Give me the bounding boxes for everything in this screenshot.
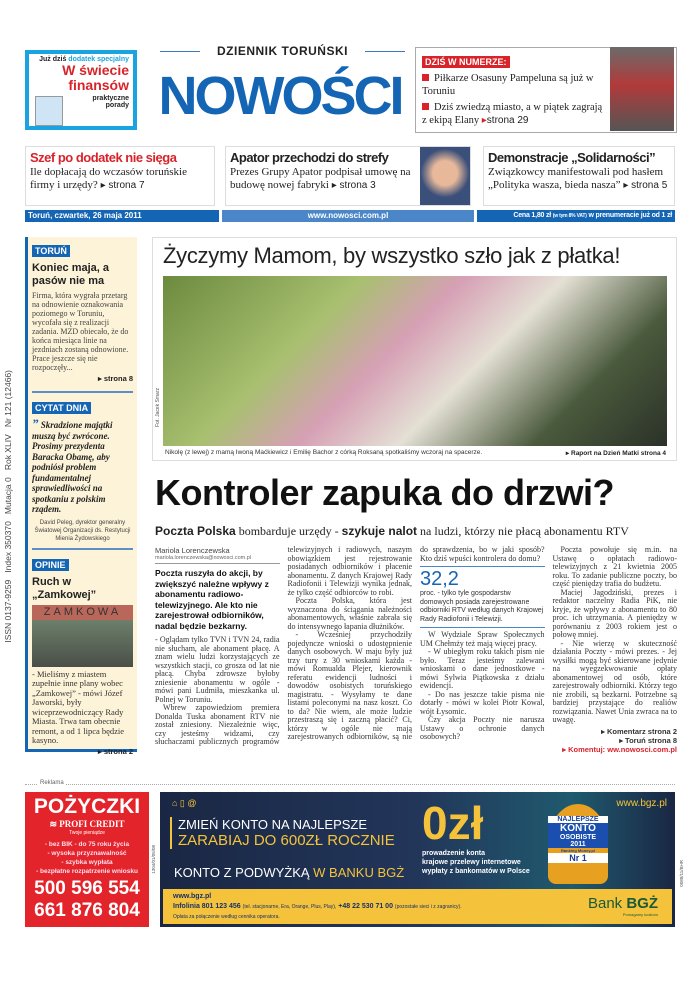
page-ref: strona 8 [103,374,133,383]
loan-phone[interactable]: 500 596 554 [34,878,140,899]
in-issue-item[interactable]: Piłkarze Osasuny Pampeluna są już w Toruniu [422,73,594,97]
page-ref: strona 29 [486,114,529,126]
brief-title[interactable]: Ruch w „Zamkowej” [32,575,97,601]
section-tag: OPINIE [32,559,69,571]
promo-sub: praktyczne [92,95,129,102]
bullet-icon [422,103,429,110]
author-name: Mariola Lorenczewska [155,546,230,555]
in-this-issue-label: DZIŚ W NUMERZE: [422,56,510,68]
quote-author: David Peleg, dyrektor generalny Światowej Organizacji ds. Restytucji Mienia Żydowskiego [34,519,131,542]
article-paragraph: Wbrew zapowiedziom premiera Donalda Tuska abonament RTV nie został zniesiony. Niezależnie więc, czy jesteśmy widzami, czy słuchaczami publicznych programów telewizyjnych i radiowych, naszym obowiązkiem jest rejestrowanie posiadanych odbiorników i płacenie abonamentu. Z danych Krajowej Rady Radiofonii i Telewizji wynika jednak, że tylko część odbiorców to robi. [155,545,412,746]
promo-title: W świecie [62,62,129,78]
loan-slogan: Twoje pieniądze [69,830,105,836]
football-players-photo [610,47,674,131]
headline[interactable]: Kontroler zapuka do drzwi? [155,472,615,513]
bullet-icon [422,74,429,81]
teaser[interactable]: Szef po dodatek nie sięga Ile dopłacają do wczasów toruńskie firmy i urzędy? ▸ strona 7 [25,146,215,206]
divider [32,391,133,393]
brief-text: - Mieliśmy z miastem zupełnie inne plany wobec „Zamkowej” - mówi Józef Jaworski, były wiceprzewodniczący Rady Miasta. Trwa tam obecnie remont, a od 1 lipca będzie kasyno. [32,668,125,745]
stat-box [420,566,545,628]
stat-value: 32,2 [420,568,459,590]
masthead-subtitle: DZIENNIK TORUŃSKI [160,44,405,58]
zamkowa-photo [32,605,133,667]
ad-divider [25,784,675,785]
profi-credit-logo: ≋ PROFI CREDIT [49,819,125,829]
page-ref[interactable]: strona 2 [103,746,133,756]
article-paragraph: Maciej Jagodziński, prezes i redaktor naczelny Radia PiK, nie kryje, że wpływy z abonamentu to 80 proc. ich utrzymania. A pieniędzy w porównaniu z 2003 rokiem jest o połowę mniej. [552,587,677,639]
photo-credit: Fot. Jacek Smarz [155,388,161,427]
apator-ceo-photo [420,147,470,205]
article-paragraph: Poczta powołuje się m.in. na Ustawę o opłatach radiowo-telewizyjnych z 21 kwietnia 2005 roku. To zadanie publiczne poczty, bo część pieniędzy trafia do budżetu. [552,545,677,588]
article-paragraph: W Wydziale Spraw Społecznych UM Chełmży też mają więcej pracy. [420,630,545,648]
bgz-bank-ad[interactable] [160,792,675,927]
teaser-text: Prezes Grupy Apator podpisał umowę na budowę nowej fabryki [230,166,411,191]
promo-supplement[interactable] [25,50,137,130]
bank-info-bar: www.bgz.pl Infolinia 801 123 456 (tel. stacjonarne, Era, Orange, Plus, Play), +48 22 530 71 00 (pozostałe sieci i z zagranicy). Opłata za połączenie według cennika operatora. Bank BGŻ Pomagamy ludziom [163,889,672,924]
teaser-title: Apator przechodzi do strefy [230,150,389,165]
in-this-issue [415,47,677,133]
promo-lead: Już dziś [39,56,67,63]
article-paragraph: - W ubiegłym roku takich pism nie było. Teraz jesteśmy zalewani wnioskami o dane jednostkowe - mówi Sylwia Piątkowska z działu ewidencji. [420,647,545,690]
quote-icon: ” [32,416,39,431]
teaser-title: Demonstracje „Solidarności” [488,150,656,165]
price-info: Cena 1,80 zł (w tym 8% VAT) w prenumeracie już od 1 zł [477,210,675,222]
promo-title: finansów [68,77,129,93]
bank-ad-line: KONTO Z PODWYŻKĄ W BANKU BGŻ [174,865,405,880]
bank-bgz-logo: Bank BGŻ Pomagamy ludziom [587,895,658,917]
article-paragraph: - Wcześniej przychodziły pojedyncze wnioski o udostępnienie danych osobowych. W maju były już trzy tury z 30 wnioskami każda - mówi Romualda Plejer, kierownik referatu ewidencji ludności i dowodów osobistych toruńskiego magistratu. - Wysyłamy te dane listami poleconymi na nasz koszt. Co to da? Nie wiem, ale może ludzie przestraszą się i zaczną płacić? Ci, którzy w ogóle nie mają zarejestrowanych odbiorników, są nie do sprawdzenia, bo w jaki sposób? Kto dziś wpuści kontrolera do domu? [287,545,545,741]
article-body [155,546,677,754]
teaser-text: Ile dopłacają do wczasów toruńskie firmy i urzędy? [30,166,187,191]
mothers-children-photo [163,276,667,446]
loan-phone[interactable]: 661 876 804 [34,900,140,921]
subheadline: Poczta Polska bombarduje urzędy - szykuje nalot na ludzi, którzy nie płacą abonamentu RTV [155,524,629,538]
page-ref[interactable]: ▸ Toruń strona 8 [619,735,677,745]
page-ref: strona 5 [631,180,668,191]
promo-sub: porady [105,102,129,109]
teaser-text: Związkowcy manifestowali pod hasłem „Polityka wasza, bieda nasza” [488,166,664,191]
supplement-cover-image [35,96,63,126]
loan-ad-title: POŻYCZKI [33,795,141,818]
issue-date: Toruń, czwartek, 26 maja 2011 [25,210,219,222]
website-link[interactable]: www.nowosci.com.pl [222,210,474,222]
zero-fee: 0zł [422,797,484,849]
brief-title[interactable]: Koniec maja, a pasów nie ma [32,262,110,287]
ad-code: 0088/11/BHR [679,860,684,887]
loan-ad[interactable]: POŻYCZKI ≋ PROFI CREDIT Twoje pieniądze - bez BIK - do 75 roku życia - wysoka przyznawalność - szybka wypłata - bezpłatne rozpatrzenie wniosku 500 596 554 661 876 804 [25,792,149,927]
article-paragraph: Poczta Polska, która jest wyznaczona do ściągania należności abonamentowych, właśnie zabrała się do intensywnego łapania dłużników. [287,596,412,631]
left-column: TORUŃ Koniec maja, a pasów nie ma Firma, która wygrała przetarg na odnowienie oznakowania poziomego w Toruniu, wycofała się z realizacji zadania. MZD obiecało, że do końca miesiąca linie na jezdniach zostaną odnowione. Prace jeszcze się nie rozpoczęły... ▸ strona 8 CYTAT DNIA ” Skradzione majątki muszą być zwrócone. Prosimy prezydenta Baracka Obamę, aby podniósł problem fundamentalnej sprawiedliwości na spotkaniu z polskim rządem. David Peleg, dyrektor generalny Światowej Organizacji ds. Restytucji Mienia Żydowskiego OPINIE Ruch w „Zamkowej” ZAMKOWA - Mieliśmy z miastem zupełnie inne plany wobec „Zamkowej” - mówi Józef Jaworski, były wiceprzewodniczący Rady Miasta. Trwa tam obecnie remont, a od 1 lipca będzie kasyno. ▸ strona 2 [25,237,137,752]
zamkowa-sign: ZAMKOWA [43,605,122,618]
photo-title: Życzymy Mamom, by wszystko szło jak z płatka! [163,243,621,268]
photo-caption: Nikolę (z lewej) z mamą Iwoną Maćkiewicz i Emilię Bachor z córką Roksaną spotkaliśmy wczoraj na spacerze. [165,449,483,456]
author-email[interactable]: mariola.lorenczewska@nowosci.com.pl [155,555,280,564]
section-tag: CYTAT DNIA [32,402,91,414]
teaser[interactable]: Apator przechodzi do strefy Prezes Grupy Apator podpisał umowę na budowę nowej fabryki ▸ strona 3 [225,146,471,206]
bank-ad-line: ZMIEŃ KONTO NA NAJLEPSZE [178,817,368,832]
ad-label: Reklama [40,780,64,786]
main-photo-box [152,237,677,461]
comment-link[interactable]: ▸ Komentuj: ww.nowosci.com.pl [562,744,677,754]
teaser-title: Szef po dodatek nie sięga [30,150,177,165]
in-issue-item[interactable]: Dziś zwiedzą miasto, a w piątek zagrają z ekipą Elany ▸strona 29 [422,102,603,126]
best-account-badge: NAJLEPSZE KONTO OSOBISTE 2011 Ranking Money.pl Nr 1 [548,804,608,884]
section-tag: TORUŃ [32,245,70,257]
article-lead: Poczta ruszyła do akcji, by zwiększyć należne wpływy z abonamentu radiowo-telewizyjnego. Ale kto nie zarejestrował odbiorników, nadal będzie bezkarny. [155,568,269,631]
quote-text: Skradzione majątki muszą być zwrócone. Prosimy prezydenta Baracka Obamę, aby podniósł problem fundamentalnej sprawiedliwości na spotkaniu z polskim rządem. [32,420,113,514]
article-paragraph: Czy akcja Poczty nie narusza Ustawy o ochronie danych osobowych? [420,715,545,741]
article-paragraph: - Nie wierzę w skuteczność działania Poczty - mówi prezes. - Jej wysiłki mogą być skierowane jedynie na wyegzekwowanie opłaty abonamentowej od osób, które zarejestrowały odbiorniki. Którzy tego nie zrobili, są bezkarni. Potrzebne są bardziej przystające do realiów rozwiązania. Nawet Unia zwraca na to uwagę. [552,638,677,724]
divider [32,548,133,550]
stat-text: proc. - tylko tyle gospodarstw domowych posiada zarejestrowane odbiorniki RTV według danych Krajowej Rady Radiofonii i Telewizji. [420,590,544,623]
channel-icons: ⌂ ▯ @ [172,798,197,808]
page-ref[interactable]: ▸ Komentarz strona 2 [601,726,677,736]
page-ref: strona 7 [108,180,145,191]
teaser[interactable]: Demonstracje „Solidarności” Związkowcy manifestowali pod hasłem „Polityka wasza, bieda nasza” ▸ strona 5 [483,146,675,206]
page-ref: strona 3 [339,180,376,191]
bank-website[interactable]: www.bgz.pl [616,798,667,809]
ad-code: 1304/01/05/08 [151,845,156,874]
bank-ad-line: ZARABIAJ DO 600ZŁ ROCZNIE [178,832,395,849]
masthead-logo[interactable]: NOWOŚCI [158,66,402,126]
photo-ref[interactable]: ▸ Raport na Dzień Matki strona 4 [565,450,666,457]
article-paragraph: - Do nas jeszcze takie pisma nie dotarły - mówi w kolei Piotr Kowal, wójt Łysomic. [420,689,545,716]
brief-text: Firma, która wygrała przetarg na odnowienie oznakowania poziomego w Toruniu, wycofała się z realizacji zadania. MZD obiecało, że do końca miesiąca linie na jezdniach zostaną odnowione. Prace jeszcze się nie rozpoczęły... [32,291,129,372]
bank-features: prowadzenie konta krajowe przelewy internetowe wypłaty z bankomatów w Polsce [422,850,530,875]
promo-lead-accent: dodatek specjalny [68,56,129,63]
article-paragraph: - Oglądam tylko TVN i TVN 24, radia nie słucham, ale abonament płacę. A znam wielu ludzi korzystających ze wszystkich stacji, co grosza od lat nie płacą. Chyba zdrowsze byłoby zniesienie abonamentu w ogóle - mówi pani Ludmiła, mieszkanka ul. Polnej w Toruniu. [155,635,280,704]
issn-info: ISSN 0137-9259 Index 350370 Mutacja 0 Rok XLIV Nr 121 (12466) [3,370,13,643]
